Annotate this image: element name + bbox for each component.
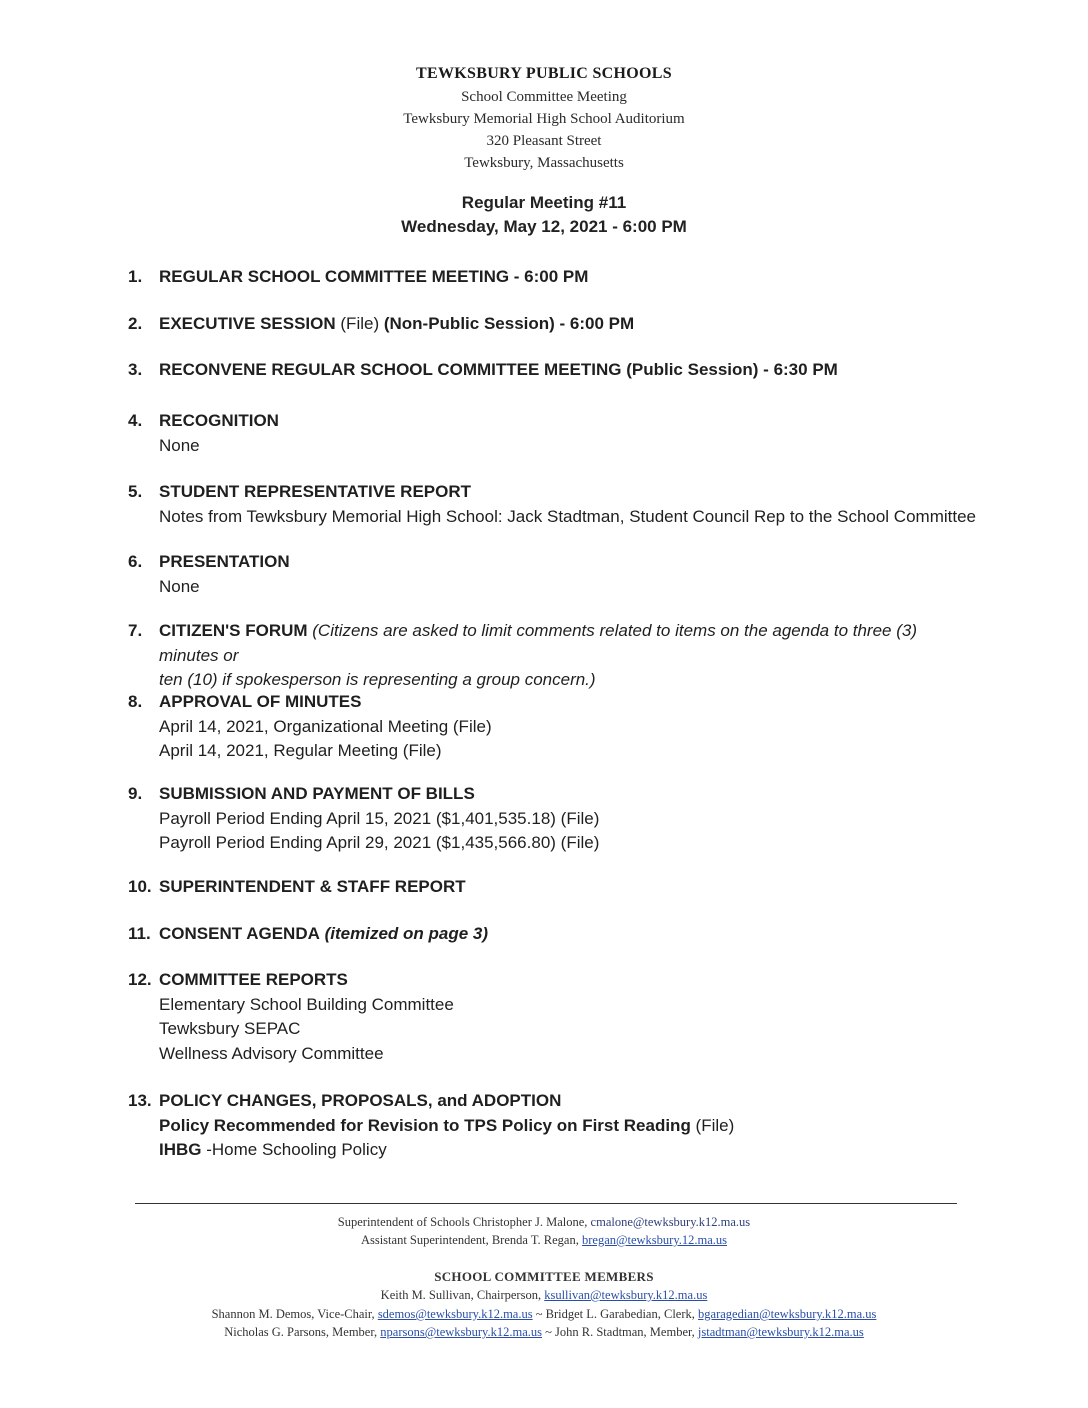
item-number: 3.	[128, 360, 143, 379]
item-title: EXECUTIVE SESSION	[159, 314, 336, 333]
item-note-continued: ten (10) if spokesperson is representing a group concern.)	[159, 670, 596, 689]
item-number: 8.	[128, 692, 143, 711]
item-title: PRESENTATION	[159, 552, 290, 571]
chair-line	[0, 1286, 1088, 1304]
venue: Tewksbury Memorial High School Auditorium	[403, 111, 685, 127]
item-line: Wellness Advisory Committee	[159, 1043, 384, 1063]
member-label: John R. Stadtman, Member,	[555, 1325, 698, 1339]
document-header	[0, 62, 1088, 174]
superintendent-line	[0, 1213, 1088, 1231]
assistant-superintendent-line	[0, 1231, 1088, 1249]
separator: ~	[532, 1307, 546, 1321]
vice-clerk-line	[0, 1305, 1088, 1323]
item-line: Tewksbury SEPAC	[159, 1019, 301, 1038]
chair-email-link[interactable]: ksullivan@tewksbury.k12.ma.us	[544, 1288, 708, 1302]
item-title: REGULAR SCHOOL COMMITTEE MEETING - 6:00 PM	[159, 267, 589, 286]
item-number: 6.	[128, 552, 143, 571]
members-line	[0, 1323, 1088, 1341]
item-note: (Citizens are asked to limit comments related to items on the agenda to three (3) minutes or	[159, 621, 917, 665]
street-address: 320 Pleasant Street	[486, 133, 602, 149]
superintendent-email: cmalone@tewksbury.k12.ma.us	[590, 1215, 751, 1229]
clerk-label: Bridget L. Garabedian, Clerk,	[545, 1307, 699, 1321]
item-note: (itemized on page 3)	[319, 924, 489, 943]
item-title: POLICY CHANGES, PROPOSALS, and ADOPTION	[159, 1091, 562, 1110]
footer-divider	[135, 1203, 957, 1204]
item-line: Payroll Period Ending April 29, 2021 ($1,435,566.80) (File)	[159, 833, 600, 852]
item-line: Elementary School Building Committee	[159, 994, 454, 1014]
item-title: SUPERINTENDENT & STAFF REPORT	[159, 877, 466, 896]
assistant-label: Assistant Superintendent, Brenda T. Regan,	[360, 1233, 582, 1247]
meeting-title: Regular Meeting #11	[461, 193, 627, 212]
policy-name: -Home Schooling Policy	[201, 1140, 387, 1159]
meeting-type: School Committee Meeting	[461, 89, 627, 105]
item-number: 10.	[128, 877, 152, 896]
item-line: April 14, 2021, Organizational Meeting (File)	[159, 716, 492, 736]
members-heading: SCHOOL COMMITTEE MEMBERS	[434, 1269, 654, 1284]
org-name: TEWKSBURY PUBLIC SCHOOLS	[416, 65, 672, 82]
meeting-date: Wednesday, May 12, 2021 - 6:00 PM	[401, 217, 687, 236]
item-line: None	[159, 576, 200, 596]
clerk-email-link[interactable]: bgaragedian@tewksbury.k12.ma.us	[698, 1307, 877, 1321]
member-email-link[interactable]: jstadtman@tewksbury.k12.ma.us	[697, 1325, 864, 1339]
item-title: SUBMISSION AND PAYMENT OF BILLS	[159, 784, 475, 803]
member-label: Nicholas G. Parsons, Member,	[224, 1325, 381, 1339]
item-number: 13.	[128, 1091, 152, 1110]
superintendent-label: Superintendent of Schools Christopher J. Malone,	[337, 1215, 591, 1229]
item-title-suffix: (Non-Public Session) - 6:00 PM	[383, 314, 635, 333]
vice-chair-label: Shannon M. Demos, Vice-Chair,	[211, 1307, 378, 1321]
item-title: COMMITTEE REPORTS	[159, 970, 348, 989]
item-title: CONSENT AGENDA	[159, 924, 320, 943]
separator: ~	[542, 1325, 556, 1339]
item-number: 12.	[128, 970, 152, 989]
file-tag: (File)	[690, 1115, 735, 1135]
assistant-email-link[interactable]: bregan@tewksbury.12.ma.us	[581, 1233, 728, 1247]
item-title: CITIZEN'S FORUM	[159, 621, 308, 640]
item-title: RECOGNITION	[159, 411, 279, 430]
item-number: 11.	[128, 924, 151, 943]
item-number: 1.	[128, 267, 143, 286]
policy-heading: Policy Recommended for Revision to TPS Policy on First Reading	[159, 1115, 691, 1135]
item-title: STUDENT REPRESENTATIVE REPORT	[159, 482, 472, 501]
city: Tewksbury, Massachusetts	[464, 155, 624, 171]
chair-label: Keith M. Sullivan, Chairperson,	[380, 1288, 545, 1302]
item-number: 7.	[128, 621, 143, 640]
item-number: 4.	[128, 411, 143, 430]
item-number: 5.	[128, 482, 143, 501]
member-email-link[interactable]: nparsons@tewksbury.k12.ma.us	[380, 1325, 542, 1339]
item-line: Notes from Tewksbury Memorial High School: Jack Stadtman, Student Council Rep to the School Committee	[159, 506, 976, 526]
item-number: 9.	[128, 784, 143, 803]
item-line: Payroll Period Ending April 15, 2021 ($1,401,535.18) (File)	[159, 808, 600, 828]
item-number: 2.	[128, 314, 143, 333]
vice-chair-email-link[interactable]: sdemos@tewksbury.k12.ma.us	[377, 1307, 533, 1321]
item-line: April 14, 2021, Regular Meeting (File)	[159, 741, 442, 760]
item-line: None	[159, 435, 200, 455]
file-tag: (File)	[335, 314, 384, 333]
item-title: APPROVAL OF MINUTES	[159, 692, 362, 711]
policy-code: IHBG	[159, 1140, 202, 1159]
item-title: RECONVENE REGULAR SCHOOL COMMITTEE MEETING (Public Session) - 6:30 PM	[159, 360, 838, 379]
